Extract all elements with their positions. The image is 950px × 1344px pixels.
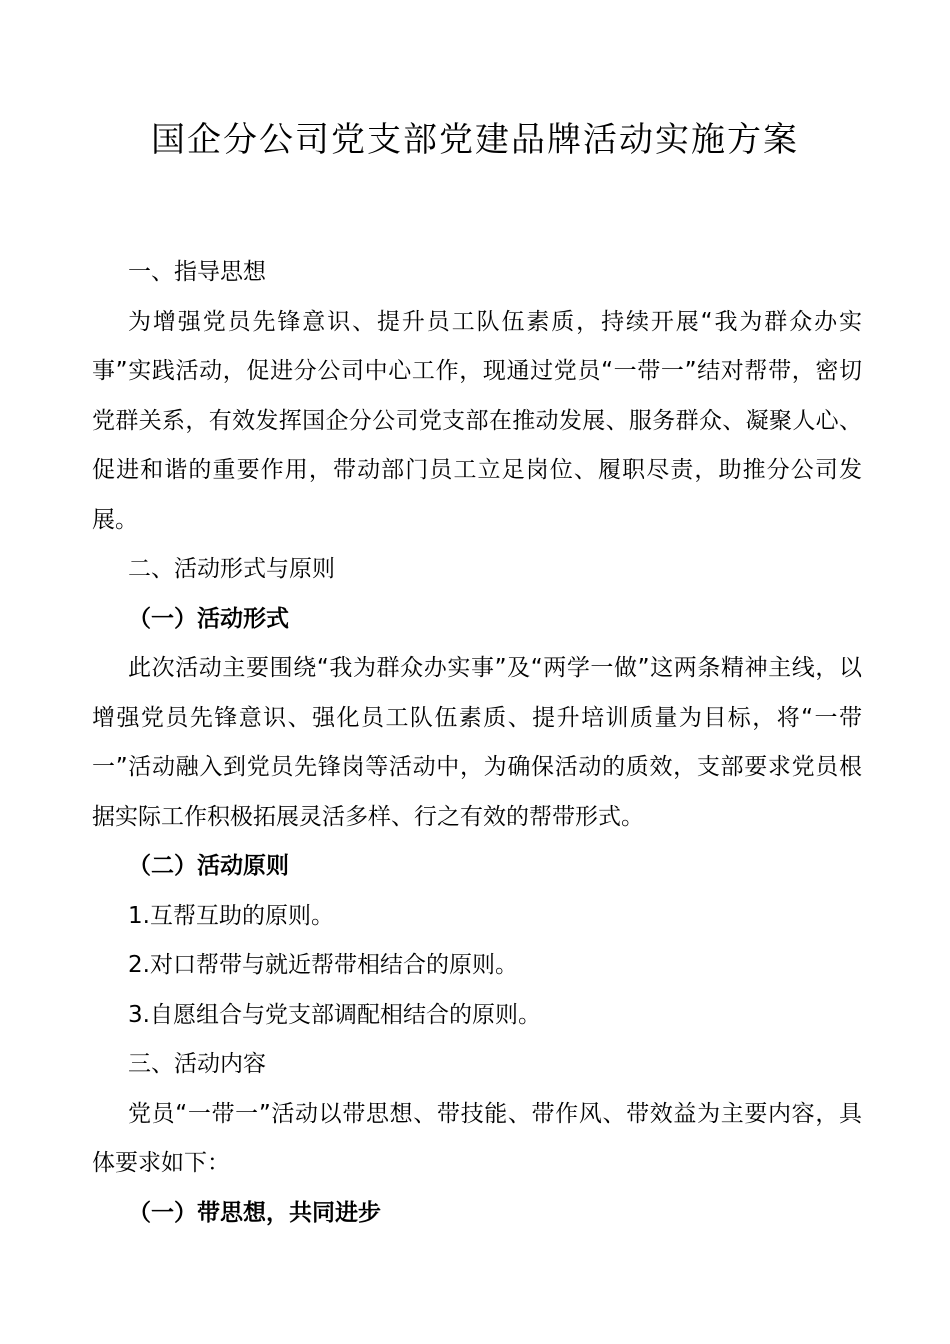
paragraph-activity-form: 此次活动主要围绕“我为群众办实事”及“两学一做”这两条精神主线，以增强党员先锋意识、强化员工队伍素质、提升培训质量为目标，将“一带一”活动融入到党员先锋岗等活动中，为确保活动的质效，支部要求党员根据实际工作积极拓展灵活多样、行之有效的帮带形式。 (92, 655, 862, 830)
document-title: 国企分公司党支部党建品牌活动实施方案 (151, 120, 799, 160)
subheading-lead-thinking: （一）带思想，共同进步 (128, 1199, 381, 1226)
document-body (92, 248, 862, 1238)
principle-item-1: 1.互帮互助的原则。 (128, 902, 334, 929)
subheading-activity-principles: （二）活动原则 (128, 853, 289, 879)
section-heading-form-and-principles: 二、活动形式与原则 (128, 556, 335, 582)
section-heading-guiding-ideology: 一、指导思想 (128, 259, 266, 285)
principle-item-2: 2.对口帮带与就近帮带相结合的原则。 (128, 952, 518, 978)
principle-item-3: 3.自愿组合与党支部调配相结合的原则。 (128, 1001, 541, 1028)
paragraph-guiding-ideology: 为增强党员先锋意识、提升员工队伍素质，持续开展“我为群众办实事”实践活动，促进分公司中心工作，现通过党员“一带一”结对帮带，密切党群关系，有效发挥国企分公司党支部在推动发展、服务群众、凝聚人心、促进和谐的重要作用，带动部门员工立足岗位、履职尽责，助推分公司发展。 (92, 308, 862, 533)
subheading-activity-form: （一）活动形式 (128, 605, 289, 632)
section-heading-activity-content: 三、活动内容 (128, 1051, 266, 1077)
paragraph-activity-content: 党员“一带一”活动以带思想、带技能、带作风、带效益为主要内容，具体要求如下： (92, 1100, 862, 1176)
